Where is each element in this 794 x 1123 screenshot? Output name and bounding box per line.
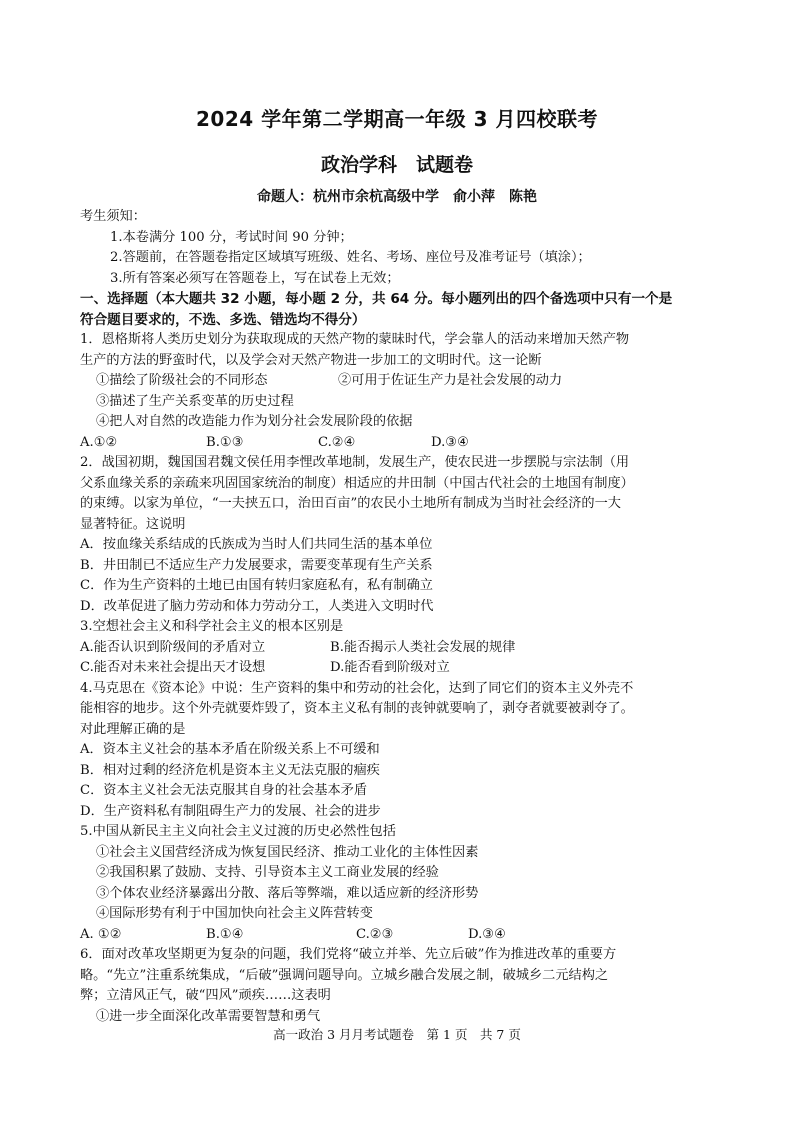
- q1-statement-3: ③描述了生产关系变革的历史过程: [96, 393, 294, 409]
- q3-option-b: B.能否揭示人类社会发展的规律: [330, 639, 516, 655]
- q5-option-a: A. ①②: [80, 926, 122, 942]
- page-title: 2024 学年第二学期高一年级 3 月四校联考: [196, 107, 598, 131]
- page-subtitle: 政治学科 试题卷: [320, 154, 473, 176]
- q5-statement-4: ④国际形势有利于中国加快向社会主义阵营转变: [96, 906, 373, 921]
- q4-stem: 能相容的地步。这个外壳就要炸毁了，资本主义私有制的丧钟就要响了，剥夺者就要被剥夺了。: [80, 701, 634, 716]
- q2-stem: 2．战国初期，魏国国君魏文侯任用李悝改革地制，发展生产，使农民进一步摆脱与宗法制（用: [80, 455, 630, 470]
- page-footer: 高一政治 3 月月考试题卷 第 1 页 共 7 页: [273, 1027, 521, 1042]
- q2-stem: 显著特征。这说明: [80, 516, 186, 532]
- q5-options: [80, 925, 720, 946]
- q2-stem: 的束缚。以家为单位，“一夫挟五口，治田百亩”的农民小土地所有制成为当时社会经济的一大: [80, 496, 621, 511]
- q1-stem: 1．恩格斯将人类历史划分为获取现成的天然产物的蒙昧时代，学会靠人的活动来增加天然产物: [80, 332, 630, 347]
- q5-stem: 5.中国从新民主主义向社会主义过渡的历史必然性包括: [80, 824, 396, 839]
- q6-stem: 弊；立清风正气，破“四风”顽疾……这表明: [80, 988, 331, 1003]
- notice-item: 2.答题前，在答题卷指定区域填写班级、姓名、考场、座位号及准考证号（填涂）；: [110, 250, 591, 265]
- q1-option-d: D.③④: [431, 434, 469, 450]
- q2-stem: 父系血缘关系的亲疏来巩固国家统治的制度）相适应的井田制（中国古代社会的土地国有制度）: [80, 475, 634, 491]
- section-heading-cont: 符合题目要求的，不选、多选、错选均不得分）: [80, 311, 366, 328]
- q1-options: [80, 433, 720, 454]
- q3-options-row: [80, 658, 720, 679]
- q4-option-d: D．生产资料私有制阻碍生产力的发展、社会的进步: [80, 803, 381, 819]
- author-line: 命题人：杭州市余杭高级中学 俞小萍 陈艳: [257, 189, 537, 205]
- q1-stem: 生产的方法的野蛮时代，以及学会对天然产物进一步加工的文明时代。这一论断: [80, 352, 542, 368]
- q4-option-a: A．资本主义社会的基本矛盾在阶级关系上不可缓和: [80, 742, 380, 757]
- q1-statement-4: ④把人对自然的改造能力作为划分社会发展阶段的依据: [96, 414, 413, 429]
- q1-statements-row: [80, 371, 720, 392]
- q5-statement-1: ①社会主义国营经济成为恢复国民经济、推动工业化的主体性因素: [96, 844, 479, 860]
- q4-stem: 对此理解正确的是: [80, 721, 186, 737]
- q3-stem: 3.空想社会主义和科学社会主义的根本区别是: [80, 619, 344, 634]
- q3-options-row: [80, 638, 720, 659]
- q3-option-c: C.能否对未来社会提出天才设想: [80, 660, 266, 675]
- q3-option-d: D.能否看到阶级对立: [330, 660, 450, 675]
- q5-statement-2: ②我国积累了鼓励、支持、引导资本主义工商业发展的经验: [96, 865, 439, 880]
- q1-option-c: C.②④: [318, 434, 356, 450]
- notice-heading: 考生须知：: [80, 209, 146, 224]
- q1-statement-1: ①描绘了阶级社会的不同形态: [96, 373, 268, 388]
- q6-stem: 6．面对改革攻坚期更为复杂的问题，我们党将“破立并举、先立后破”作为推进改革的重要方: [80, 947, 617, 962]
- q1-statement-2: ②可用于佐证生产力是社会发展的动力: [338, 373, 563, 388]
- q2-option-b: B．井田制已不适应生产力发展要求，需要变革现有生产关系: [80, 557, 433, 573]
- notice-item: 3.所有答案必须写在答题卷上，写在试卷上无效；: [110, 270, 400, 286]
- q2-option-a: A．按血缘关系结成的氏族成为当时人们共同生活的基本单位: [80, 537, 433, 552]
- q5-option-c: C.②③: [356, 926, 394, 942]
- q6-statement-1: ①进一步全面深化改革需要智慧和勇气: [96, 1008, 321, 1024]
- notice-item: 1.本卷满分 100 分，考试时间 90 分钟；: [110, 229, 353, 245]
- q1-option-a: A.①②: [80, 434, 118, 450]
- q1-option-b: B.①③: [206, 434, 244, 450]
- q2-option-d: D．改革促进了脑力劳动和体力劳动分工，人类进入文明时代: [80, 598, 434, 614]
- section-heading: 一、选择题（本大题共 32 小题，每小题 2 分，共 64 分。每小题列出的四个备选项中只有一个是: [80, 291, 673, 307]
- q6-stem: 略。“先立”注重系统集成，“后破”强调问题导向。立城乡融合发展之制，破城乡二元结构之: [80, 967, 609, 983]
- q4-option-b: B．相对过剩的经济危机是资本主义无法克服的痼疾: [80, 762, 380, 778]
- q4-stem: 4.马克思在《资本论》中说：生产资料的集中和劳动的社会化，达到了同它们的资本主义外壳不: [80, 680, 634, 696]
- q5-option-b: B.①④: [206, 926, 244, 942]
- q5-statement-3: ③个体农业经济暴露出分散、落后等弊端，难以适应新的经济形势: [96, 885, 479, 901]
- q2-option-c: C．作为生产资料的土地已由国有转归家庭私有，私有制确立: [80, 578, 433, 593]
- q4-option-c: C．资本主义社会无法克服其自身的社会基本矛盾: [80, 783, 368, 798]
- exam-content: [80, 207, 720, 1027]
- q5-option-d: D.③④: [468, 926, 506, 942]
- q3-option-a: A.能否认识到阶级间的矛盾对立: [80, 639, 266, 655]
